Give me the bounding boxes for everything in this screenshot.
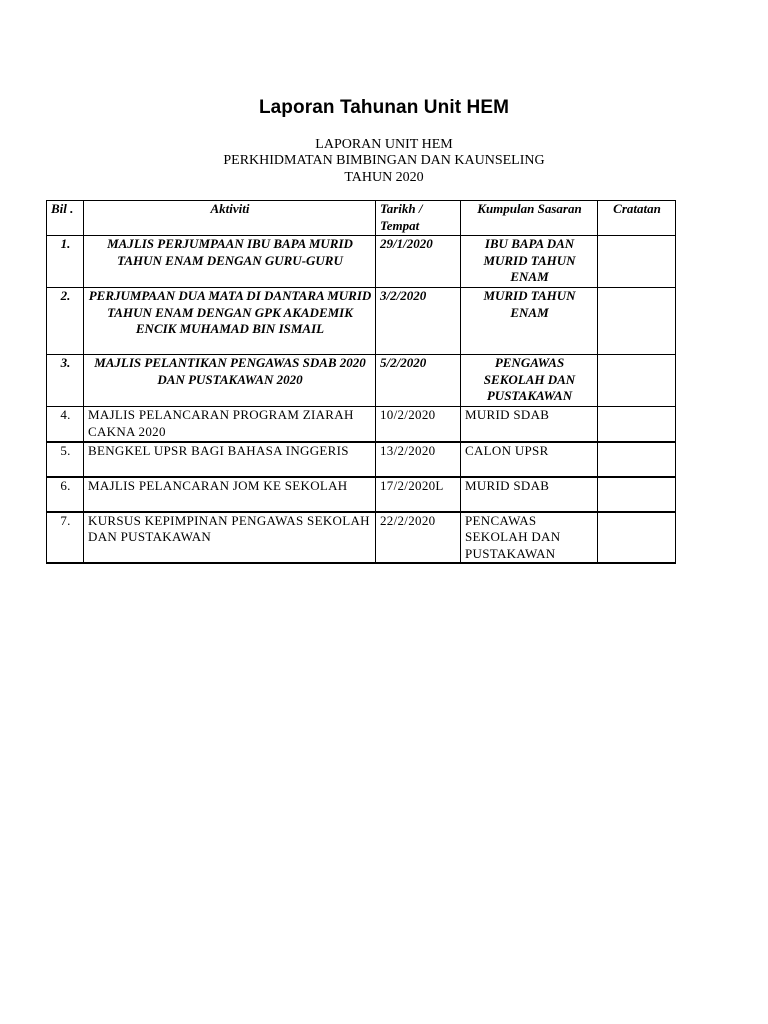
table-row [47, 236, 676, 288]
row-date: 3/2/2020 [376, 288, 461, 355]
row-target-group: IBU BAPA DAN MURID TAHUN ENAM [461, 236, 598, 288]
row-activity: MAJLIS PELANCARAN JOM KE SEKOLAH [84, 477, 376, 512]
row-number: 6. [47, 477, 84, 512]
row-activity: MAJLIS PERJUMPAAN IBU BAPA MURID TAHUN ENAM DENGAN GURU-GURU [84, 236, 376, 288]
row-target-group: MURID TAHUN ENAM [461, 288, 598, 355]
row-date: 22/2/2020 [376, 512, 461, 564]
service-heading: PERKHIDMATAN BIMBINGAN DAN KAUNSELING [223, 153, 545, 168]
row-number: 5. [47, 442, 84, 477]
table-row [47, 355, 676, 407]
row-number: 7. [47, 512, 84, 564]
row-date: 13/2/2020 [376, 442, 461, 477]
year-heading: TAHUN 2020 [344, 170, 424, 185]
report-heading: LAPORAN UNIT HEM [315, 137, 453, 152]
row-notes [598, 236, 676, 288]
row-notes [598, 407, 676, 442]
row-target-group: PENCAWAS SEKOLAH DAN PUSTAKAWAN [461, 512, 598, 564]
row-date: 5/2/2020 [376, 355, 461, 407]
activity-table [46, 200, 676, 564]
row-number: 2. [47, 288, 84, 355]
row-date: 29/1/2020 [376, 236, 461, 288]
row-activity: PERJUMPAAN DUA MATA DI DANTARA MURID TAHUN ENAM DENGAN GPK AKADEMIK ENCIK MUHAMAD BIN ISMAIL [84, 288, 376, 355]
row-notes [598, 442, 676, 477]
row-target-group: CALON UPSR [461, 442, 598, 477]
table-header-row [47, 201, 676, 236]
header-kumpulan: Kumpulan Sasaran [461, 201, 598, 236]
row-number: 1. [47, 236, 84, 288]
table-row [47, 442, 676, 477]
row-notes [598, 288, 676, 355]
row-target-group: MURID SDAB [461, 407, 598, 442]
row-notes [598, 477, 676, 512]
row-number: 4. [47, 407, 84, 442]
row-activity: MAJLIS PELANTIKAN PENGAWAS SDAB 2020 DAN PUSTAKAWAN 2020 [84, 355, 376, 407]
header-bil: Bil . [47, 201, 84, 236]
table-row [47, 477, 676, 512]
header-tarikh: Tarikh / Tempat [376, 201, 461, 236]
row-number: 3. [47, 355, 84, 407]
header-catatan: Cratatan [598, 201, 676, 236]
row-date: 10/2/2020 [376, 407, 461, 442]
row-notes [598, 355, 676, 407]
row-date: 17/2/2020L [376, 477, 461, 512]
row-notes [598, 512, 676, 564]
row-target-group: MURID SDAB [461, 477, 598, 512]
row-target-group: PENGAWAS SEKOLAH DAN PUSTAKAWAN [461, 355, 598, 407]
table-row [47, 407, 676, 442]
header-aktiviti: Aktiviti [84, 201, 376, 236]
table-row [47, 512, 676, 564]
document-title: Laporan Tahunan Unit HEM [258, 97, 510, 118]
row-activity: MAJLIS PELANCARAN PROGRAM ZIARAH CAKNA 2020 [84, 407, 376, 442]
row-activity: BENGKEL UPSR BAGI BAHASA INGGERIS [84, 442, 376, 477]
table-row [47, 288, 676, 355]
row-activity: KURSUS KEPIMPINAN PENGAWAS SEKOLAH DAN PUSTAKAWAN [84, 512, 376, 564]
